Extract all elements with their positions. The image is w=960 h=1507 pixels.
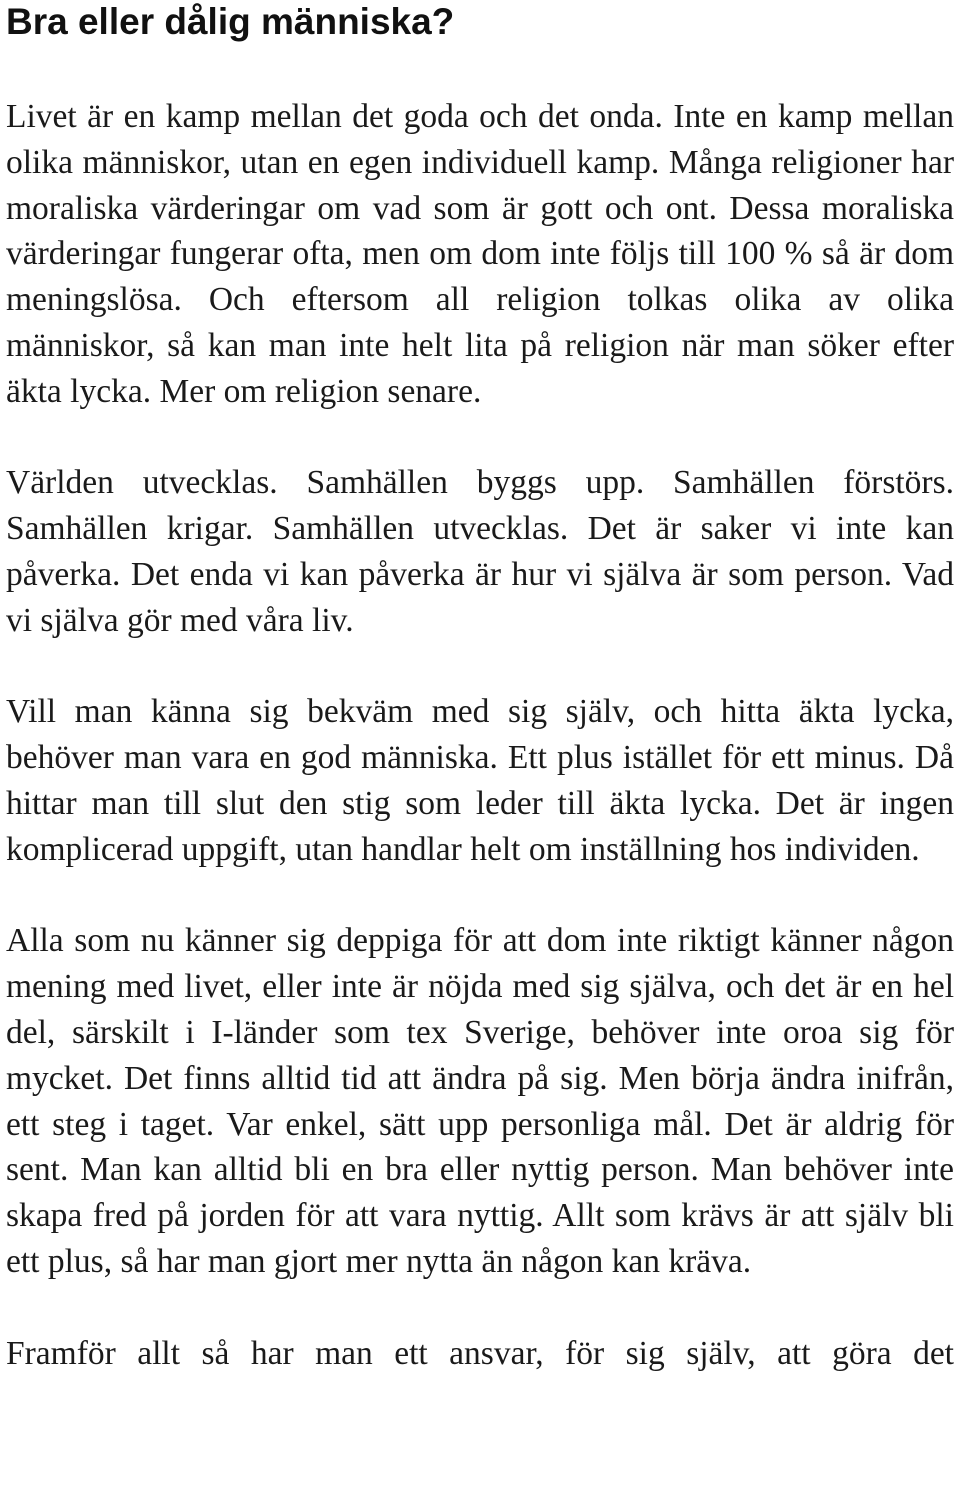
paragraph-2: Världen utvecklas. Samhällen byggs upp. Samhällen förstörs. Samhällen krigar. Samhällen utvecklas. Det är saker vi inte kan påverka. Det enda vi kan påverka är hur vi själva är som person. Vad vi själva gör med våra liv. [6,464,954,639]
document-page [6,0,954,1376]
paragraph-4: Alla som nu känner sig deppiga för att dom inte riktigt känner någon mening med livet, eller inte är nöjda med sig själva, och det är en hel del, särskilt i I-länder som tex Sverige, behöver inte oroa sig för mycket. Det finns alltid tid att ändra på sig. Men börja ändra inifrån, ett steg i taget. Var enkel, sätt upp personliga mål. Det är aldrig för sent. Man kan alltid bli en bra eller nyttig person. Man behöver inte skapa fred på jorden för att vara nyttig. Allt som krävs är att själv bli ett plus, så har man gjort mer nytta än någon kan kräva. [6,922,954,1280]
document-title: Bra eller dålig människa? [6,1,455,42]
paragraph-3: Vill man känna sig bekväm med sig själv, och hitta äkta lycka, behöver man vara en god människa. Ett plus istället för ett minus. Då hittar man till slut den stig som leder till äkta lycka. Det är ingen komplicerad uppgift, utan handlar helt om inställning hos individen. [6,693,954,868]
paragraph-5: Framför allt så har man ett ansvar, för sig själv, att göra det [6,1334,954,1372]
paragraph-1: Livet är en kamp mellan det goda och det onda. Inte en kamp mellan olika människor, utan en egen individuell kamp. Många religioner har moraliska värderingar om vad som är gott och ont. Dessa moraliska värderingar fungerar ofta, men om dom inte följs till 100 % så är dom meningslösa. Och eftersom all religion tolkas olika av olika människor, så kan man inte helt lita på religion när man söker efter äkta lycka. Mer om religion senare. [6,98,954,410]
